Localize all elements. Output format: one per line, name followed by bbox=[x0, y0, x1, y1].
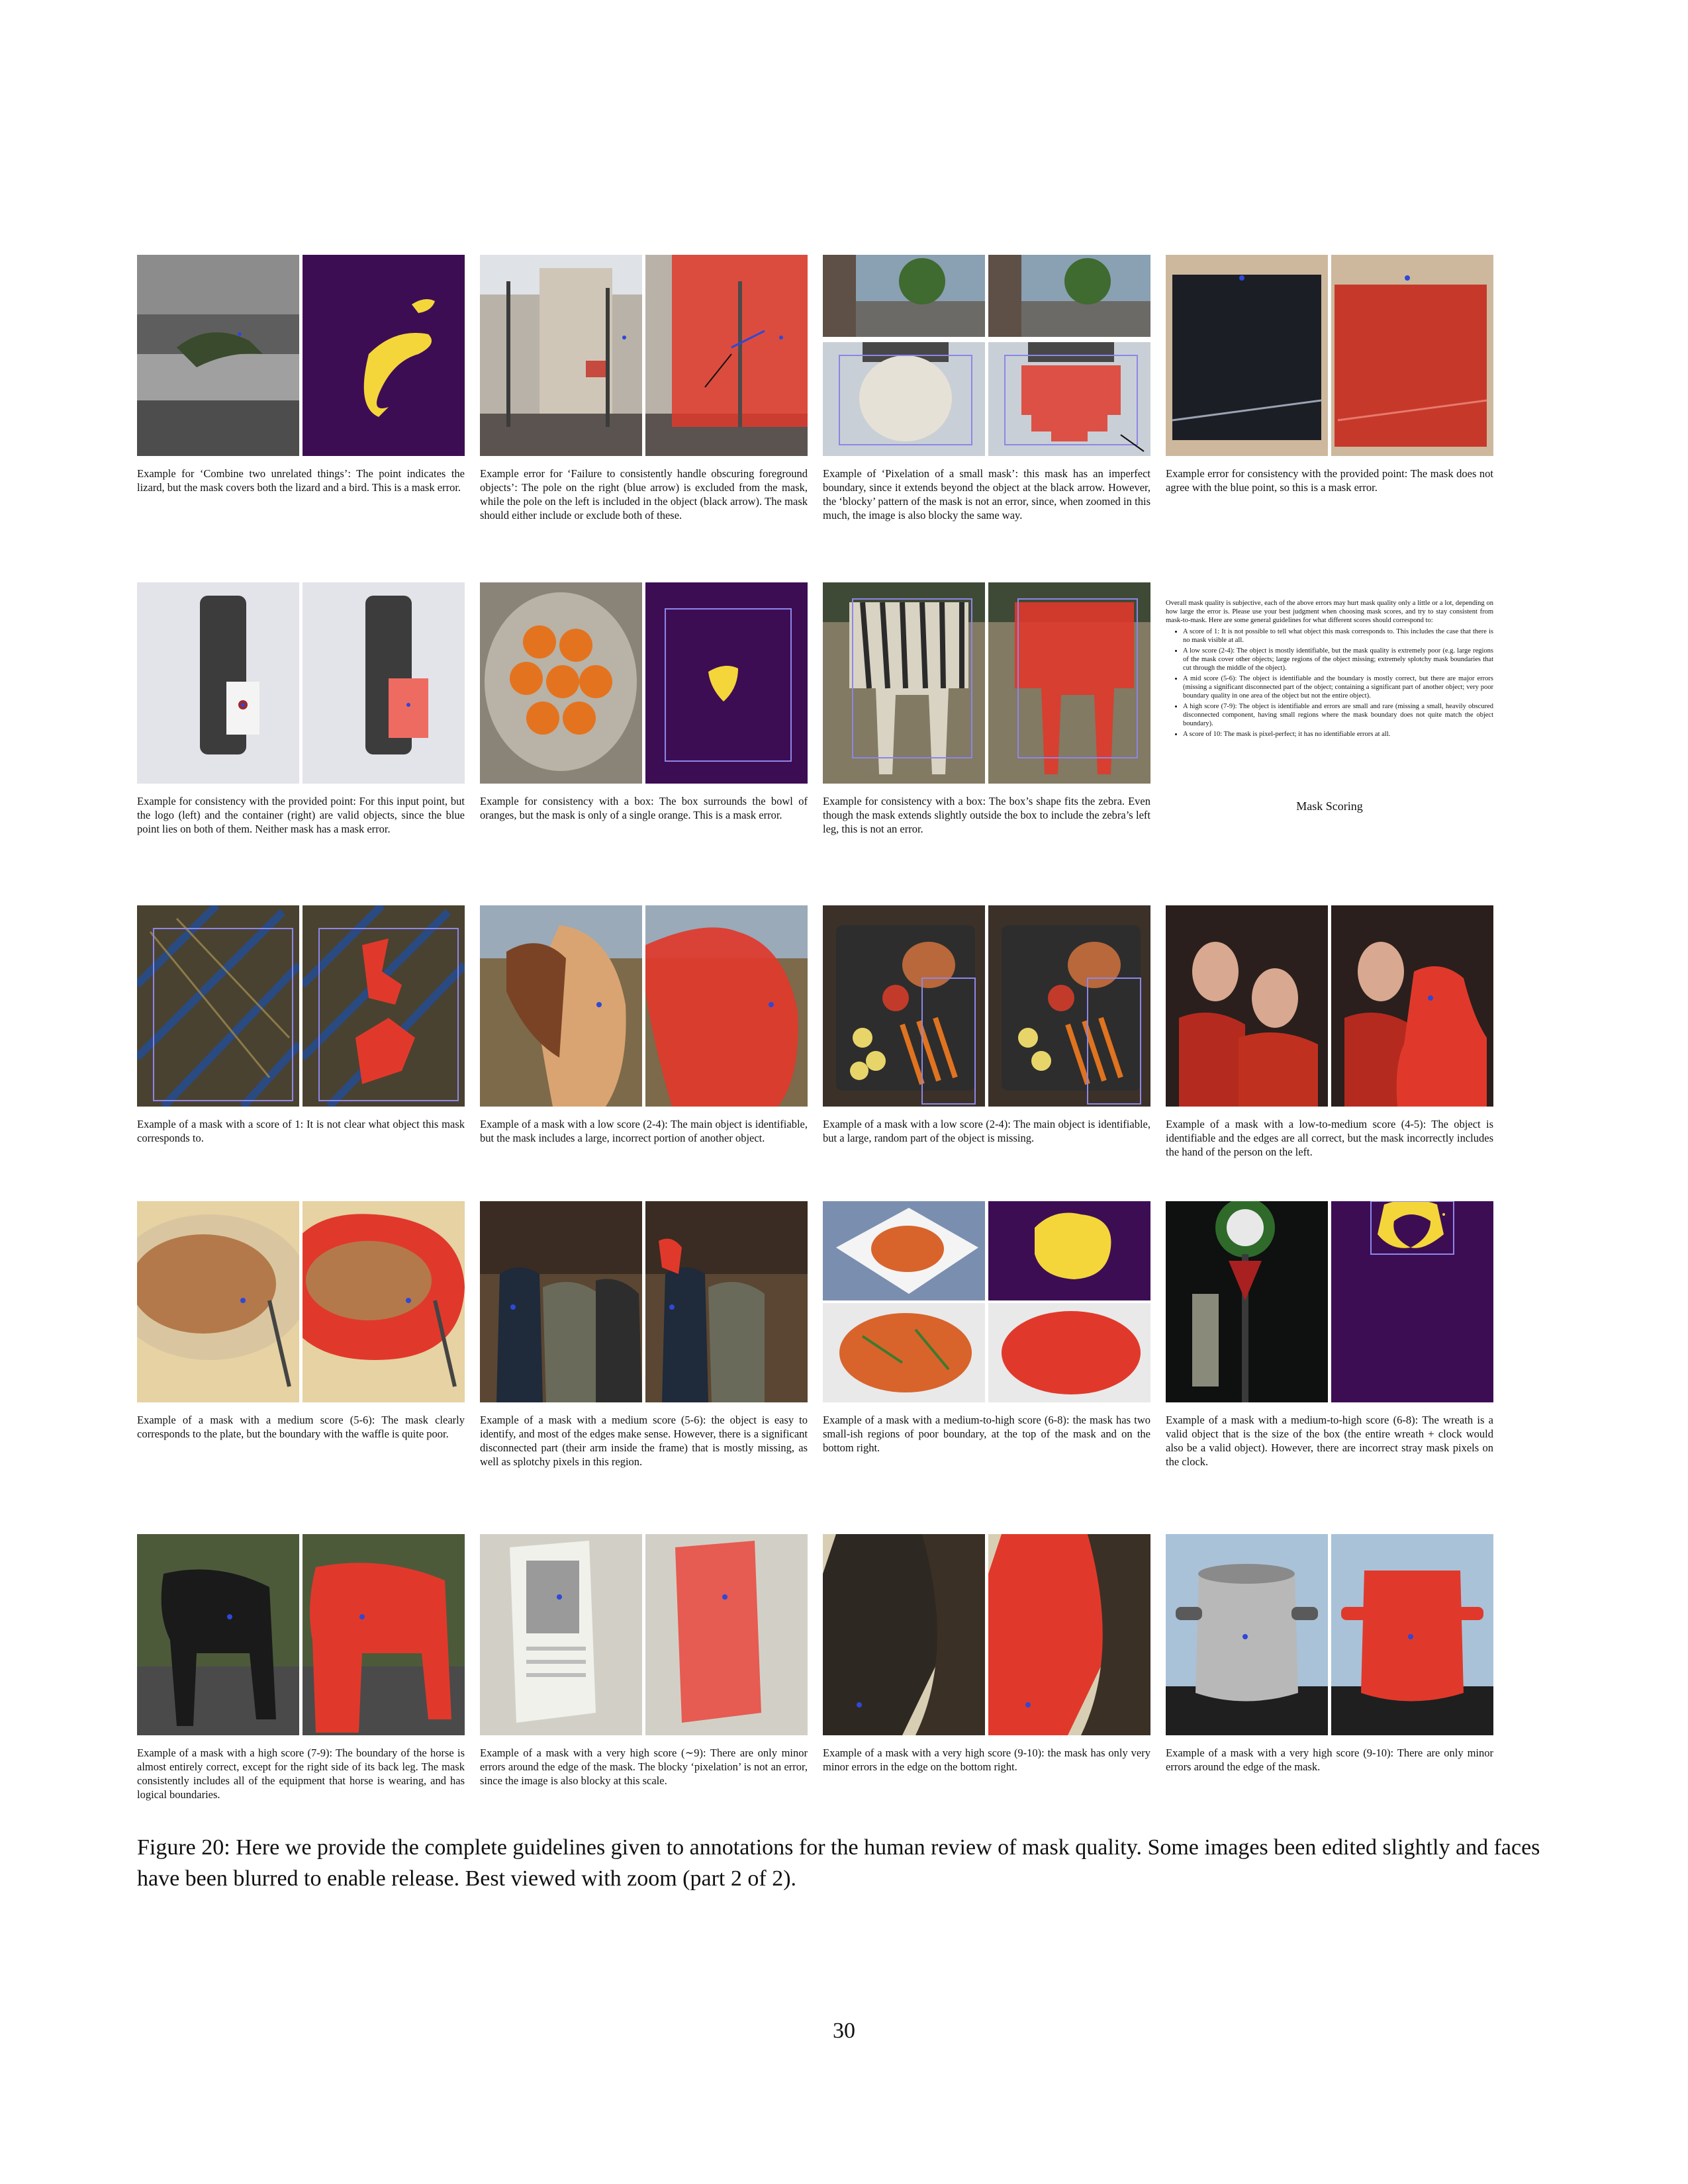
caption: Example of a mask with a medium-to-high score (6-8): the mask has two small-ish regions of poor boundary, at the top of the mask and on the bottom right. bbox=[823, 1414, 1150, 1454]
image-pair bbox=[137, 582, 465, 784]
image-pair bbox=[137, 1201, 465, 1402]
mask-food-tray bbox=[988, 905, 1150, 1107]
photo-branches bbox=[137, 905, 299, 1107]
image-pair bbox=[480, 582, 808, 784]
caption: Example of a mask with a medium-to-high score (6-8): The wreath is a valid object that is the size of the box (the entire wreath + clock would also be a valid object). However, there are incorrect stray mask pixels on the clock. bbox=[1166, 1414, 1493, 1468]
photo-cooking-pot bbox=[1166, 1534, 1328, 1735]
mask-lizard-bird bbox=[303, 255, 465, 456]
image-pair bbox=[1166, 1201, 1493, 1402]
mask-zebra bbox=[988, 582, 1150, 784]
photo-horse-closeup bbox=[480, 905, 642, 1107]
photo-vintage-person bbox=[823, 1534, 985, 1735]
caption: Example of a mask with a very high score (9-10): the mask has only very minor errors in the edge on the bottom right. bbox=[823, 1747, 1150, 1773]
caption: Example of ‘Pixelation of a small mask’: this mask has an imperfect boundary, since it extends beyond the object at the black arrow. However, the ‘blocky’ pattern of the mask is not an error, since, when zoomed in this much, the image is also blocky the same way. bbox=[823, 467, 1150, 522]
image-pair bbox=[823, 905, 1150, 1107]
caption: Example of a mask with a medium score (5-6): The mask clearly corresponds to the plate, but the boundary with the waffle is quite poor. bbox=[137, 1414, 465, 1440]
mask-person-with-hand bbox=[1331, 905, 1493, 1107]
image-pair bbox=[1166, 255, 1493, 456]
caption: Example of a mask with a score of 1: It is not clear what object this mask corresponds to. bbox=[137, 1118, 465, 1144]
photo-jar-logo bbox=[137, 582, 299, 784]
mask-unclear-object bbox=[303, 905, 465, 1107]
photo-street-tree-right bbox=[988, 255, 1150, 337]
image-pair bbox=[480, 1534, 808, 1735]
mask-calendar bbox=[645, 1534, 808, 1735]
image-pair bbox=[1166, 905, 1493, 1107]
caption: Example for consistency with the provided point: For this input point, but the logo (left) and the container (right) are valid objects, since the blue point lies on both of them. Neither mask has a mask error. bbox=[137, 795, 465, 835]
photo-lizard-stairs bbox=[137, 255, 299, 456]
caption: Example of a mask with a high score (7-9): The boundary of the horse is almost entirely correct, except for the right side of its back leg. The mask consistently includes all of the equipment that horse is wearing, and has logical boundaries. bbox=[137, 1747, 465, 1801]
guideline-item: • A mid score (5-6): The object is identifiable and the boundary is mostly correct, but there are major errors (missing a significant disconnected part of the object; containing a significant part of another object; very poor boundary quality in one area of the object but not the entire object). bbox=[1183, 674, 1493, 700]
image-pair bbox=[1166, 1534, 1493, 1735]
mask-building-with-arrows bbox=[645, 255, 808, 456]
mask-vintage-person bbox=[988, 1534, 1150, 1735]
photo-lamp-zoom bbox=[823, 342, 985, 456]
image-pair bbox=[480, 255, 808, 456]
guideline-item: • A score of 1: It is not possible to tell what object this mask corresponds to. This includes the case that there is no mask visible at all. bbox=[1183, 627, 1493, 645]
mask-horse-with-extra bbox=[645, 905, 808, 1107]
photo-food-tray bbox=[823, 905, 985, 1107]
mask-jar-container bbox=[303, 582, 465, 784]
caption: Example of a mask with a low score (2-4): The main object is identifiable, but a large, random part of the object is missing. bbox=[823, 1118, 1150, 1144]
guideline-item: • A high score (7-9): The object is identifiable and errors are small and rare (missing a small, heavily obscured disconnected component, having small regions where the mask boundary does not quite match the object boundary). bbox=[1183, 702, 1493, 728]
image-pair bbox=[137, 1534, 465, 1735]
photo-street-buildings bbox=[480, 255, 642, 456]
image-pair bbox=[480, 905, 808, 1107]
page-number: 30 bbox=[833, 2019, 855, 2043]
caption: Example of a mask with a very high score (9-10): There are only minor errors around the edge of the mask. bbox=[1166, 1747, 1493, 1773]
caption: Example for consistency with a box: The box surrounds the bowl of oranges, but the mask is only of a single orange. This is a mask error. bbox=[480, 795, 808, 821]
mask-carriage-horse bbox=[303, 1534, 465, 1735]
mask-person-partial bbox=[645, 1201, 808, 1402]
photo-clock-wreath bbox=[1166, 1201, 1328, 1402]
photo-waffle-plate bbox=[137, 1201, 299, 1402]
guideline-item: • A score of 10: The mask is pixel-perfect; it has no identifiable errors at all. bbox=[1183, 730, 1493, 739]
guidelines-intro: Overall mask quality is subjective, each of the above errors may hurt mask quality only a little or a lot, depending on how large the error is. Please use your best judgment when choosing mask scores, and try to stay consistent from mask-to-mask. Here are some general guidelines for what different scores should correspond to: bbox=[1166, 600, 1493, 624]
mask-single-orange bbox=[645, 582, 808, 784]
caption: Example for ‘Combine two unrelated things’: The point indicates the lizard, but the mask covers both the lizard and a bird. This is a mask error. bbox=[137, 467, 465, 494]
image-pair bbox=[480, 1201, 808, 1402]
image-quad bbox=[823, 1201, 1150, 1402]
photo-two-people bbox=[1166, 905, 1328, 1107]
mask-plate bbox=[303, 1201, 465, 1402]
figure-caption: Figure 20: Here we provide the complete guidelines given to annotations for the human review of mask quality. Some images been edited slightly and faces have been blurred to enable release. Best viewed with zoom (part 2 of 2). bbox=[137, 1835, 1540, 1891]
photo-street-tree-left bbox=[823, 255, 985, 337]
image-pair bbox=[137, 905, 465, 1107]
caption: Example of a mask with a medium score (5-6): the object is easy to identify, and most of the edges make sense. However, there is a significant disconnected part (their arm inside the frame) that is mostly missing, as well as splotchy pixels in this region. bbox=[480, 1414, 808, 1468]
photo-bowl-oranges bbox=[480, 582, 642, 784]
mask-lamp-pixelated bbox=[988, 342, 1150, 456]
mask-scoring-title: Mask Scoring bbox=[1296, 799, 1363, 813]
mask-salad-zoom bbox=[988, 1303, 1150, 1402]
mask-dark-object bbox=[1331, 255, 1493, 456]
photo-people-backpacks bbox=[480, 1201, 642, 1402]
caption: Example of a mask with a low score (2-4): The main object is identifiable, but the mask includes a large, incorrect portion of another object. bbox=[480, 1118, 808, 1144]
guidelines-list bbox=[1166, 627, 1493, 739]
caption: Example error for consistency with the provided point: The mask does not agree with the blue point, so this is a mask error. bbox=[1166, 467, 1493, 494]
caption: Example of a mask with a low-to-medium score (4-5): The object is identifiable and the edges are all correct, but the mask incorrectly includes the hand of the person on the left. bbox=[1166, 1118, 1493, 1158]
guideline-item: • A low score (2-4): The object is mostly identifiable, but the mask quality is extremely poor (e.g. large regions of the mask cover other objects; large regions of the object missing; extremely splotchy mask boundaries that cut through the middle of the object). bbox=[1183, 647, 1493, 672]
photo-salad-zoom bbox=[823, 1303, 985, 1402]
caption: Example for consistency with a box: The box’s shape fits the zebra. Even though the mask extends slightly outside the box to include the zebra’s left leg, this is not an error. bbox=[823, 795, 1150, 835]
image-pair bbox=[823, 582, 1150, 784]
caption: Example error for ‘Failure to consistently handle obscuring foreground objects’: The pole on the right (blue arrow) is excluded from the mask, while the pole on the left is included in the object (black arrow). The mask should either include or exclude both of these. bbox=[480, 467, 808, 522]
mask-salad-binary bbox=[988, 1201, 1150, 1300]
photo-carriage-horse bbox=[137, 1534, 299, 1735]
photo-salad-plate bbox=[823, 1201, 985, 1300]
photo-calendar bbox=[480, 1534, 642, 1735]
photo-dark-object bbox=[1166, 255, 1328, 456]
image-pair bbox=[823, 1534, 1150, 1735]
guidelines-text bbox=[1166, 599, 1493, 741]
image-pair bbox=[137, 255, 465, 456]
mask-cooking-pot bbox=[1331, 1534, 1493, 1735]
mask-wreath bbox=[1331, 1201, 1493, 1402]
image-quad bbox=[823, 255, 1150, 456]
photo-zebra bbox=[823, 582, 985, 784]
caption: Example of a mask with a very high score (∼9): There are only minor errors around the edge of the mask. The blocky ‘pixelation’ is not an error, since the image is also blocky at this scale. bbox=[480, 1747, 808, 1787]
